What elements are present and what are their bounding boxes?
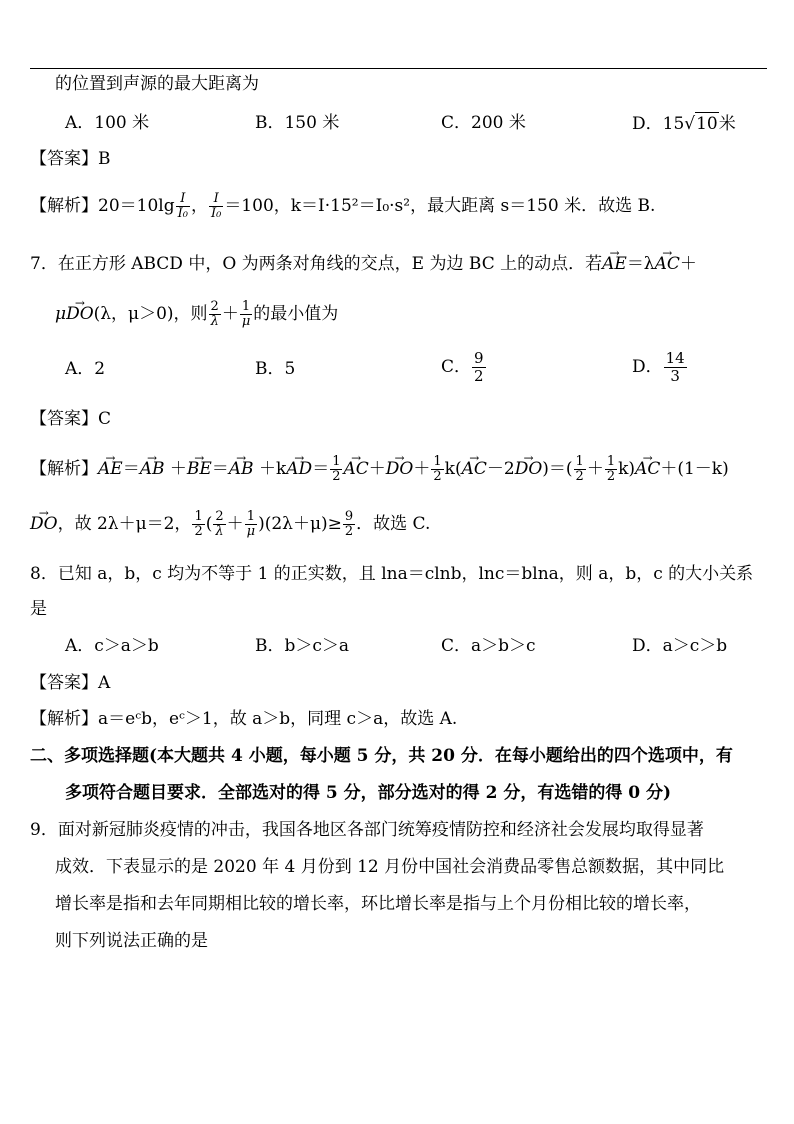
q6-answer: 【答案】B: [30, 149, 111, 169]
q7-stem-line2: μ→ DO(λ，μ＞0)，则 $\frac{2}{\lambda}$ ＋ $\frac{1}{\mu}$ 的最小值为: [55, 300, 338, 329]
q8-answer: 【答案】A: [30, 673, 111, 693]
q8-analysis: 【解析】a＝eᶜb，eᶜ＞1，故 a＞b，同理 c＞a，故选 A.: [30, 709, 458, 729]
q8-option-d: D．a＞c＞b: [632, 636, 728, 656]
q6-analysis: 【解析】20＝10lg $\frac{I}{\text{I₀}}$ ， $\frac{I}{\text{I₀}}$ ＝100，k＝I·15²＝I₀·s²，最大距离 s＝150 米．故选 B.: [30, 191, 656, 221]
q6-option-b: B．150 米: [255, 113, 340, 133]
q7-option-d: D． $\frac{14}{3}$: [632, 349, 685, 385]
q9-stem-line4: 则下列说法正确的是: [55, 931, 208, 951]
q8-option-a: A．c＞a＞b: [65, 636, 159, 656]
q7-analysis-line1: 【解析】→ AE＝→ AB ＋→ BE＝→ AB ＋k→ AD＝ $\frac{1}{2}$ → AC＋→ DO＋ $\frac{1}{2}$ k(→ AC－2→ DO)＝( $\frac{1}{2}$ ＋ $\frac{1}{2}$ k)→ AC＋(1－k): [30, 455, 729, 484]
q6-option-a: A．100 米: [65, 113, 150, 133]
section2-heading-line2: 多项符合题目要求．全部选对的得 5 分，部分选对的得 2 分，有选错的得 0 分): [65, 783, 672, 803]
q8-stem-line2: 是: [30, 599, 47, 619]
section2-heading-line1: 二、多项选择题(本大题共 4 小题，每小题 5 分，共 20 分．在每小题给出的四个选项中，有: [30, 746, 733, 766]
q6-option-c: C．200 米: [441, 113, 526, 133]
header-rule: [30, 68, 767, 69]
q8-stem-line1: 8．已知 a，b，c 均为不等于 1 的正实数，且 lna＝clnb，lnc＝blna，则 a，b，c 的大小关系: [30, 564, 754, 584]
q8-option-c: C．a＞b＞c: [441, 636, 536, 656]
q7-option-c: C． $\frac{9}{2}$: [441, 349, 484, 385]
q7-stem-line1: 7．在正方形 ABCD 中，O 为两条对角线的交点，E 为边 BC 上的动点．若→ AE＝λ→ AC＋: [30, 253, 697, 275]
q9-stem-line3: 增长率是指和去年同期相比较的增长率，环比增长率是指与上个月份相比较的增长率，: [55, 894, 701, 914]
q9-stem-line1: 9．面对新冠肺炎疫情的冲击，我国各地区各部门统筹疫情防控和经济社会发展均取得显著: [30, 820, 704, 840]
q9-stem-line2: 成效．下表显示的是 2020 年 4 月份到 12 月份中国社会消费品零售总额数据，其中同比: [55, 857, 725, 877]
q7-answer: 【答案】C: [30, 409, 112, 429]
q6-continuation: 的位置到声源的最大距离为: [55, 74, 259, 94]
q7-option-a: A．2: [65, 359, 106, 379]
q8-option-b: B．b＞c＞a: [255, 636, 350, 656]
q7-analysis-line2: → DO，故 2λ＋μ＝2， $\frac{1}{2}$ ( $\frac{2}{\lambda}$ ＋ $\frac{1}{\mu}$ )(2λ＋μ)≥ $\frac{9}{2}$ ．故选 C.: [30, 510, 430, 539]
q6-option-d: D．15√10米: [632, 114, 736, 134]
q7-option-b: B．5: [255, 359, 296, 379]
